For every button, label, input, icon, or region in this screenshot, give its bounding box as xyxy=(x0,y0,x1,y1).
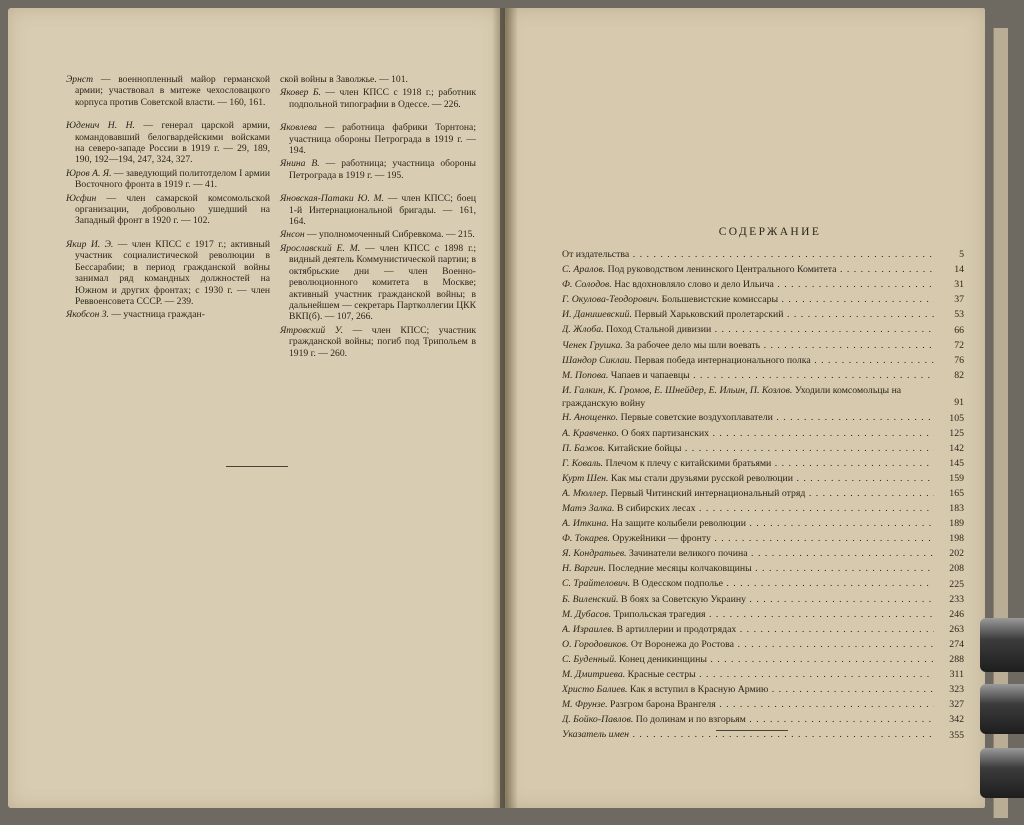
index-entry-text: — заведующий политотделом I армии Восточного фронта в 1919 г. — 41. xyxy=(75,167,271,191)
toc-author: Шандор Сиклаи. xyxy=(562,354,633,366)
toc-entry-text xyxy=(562,577,934,590)
toc-author: Ченек Грушка. xyxy=(562,339,623,351)
toc-title-text: Первые советские воздухоплаватели xyxy=(618,412,773,424)
toc-page-number: 5 xyxy=(959,249,964,261)
toc-entry-text xyxy=(562,411,934,424)
toc-page-number: 198 xyxy=(949,533,964,545)
toc-author: Ф. Токарев. xyxy=(562,533,610,545)
index-entry-name: Яновская-Патаки Ю. М. xyxy=(280,193,385,205)
index-entry-name: Юров А. Я. xyxy=(66,167,112,179)
toc-entry-text xyxy=(562,384,934,410)
toc-page-number: 105 xyxy=(949,412,964,424)
toc-author: Матэ Залка. xyxy=(562,503,615,514)
index-entry-name: Эрнст xyxy=(66,74,94,85)
toc-author: А. Иткина. xyxy=(562,518,609,530)
toc-author: Курт Шен. xyxy=(562,472,609,484)
toc-entry xyxy=(562,547,970,562)
toc-author: И. Данишевский. xyxy=(562,309,632,321)
toc-entry-text xyxy=(562,457,934,470)
toc-author: Б. Виленский. xyxy=(562,593,619,605)
toc-page-number: 82 xyxy=(954,369,964,381)
toc-entry xyxy=(562,263,970,278)
toc-entry xyxy=(562,278,970,293)
toc-title-text: Красные сестры xyxy=(625,669,696,681)
toc-title-text: Конец деникинщины xyxy=(616,653,707,665)
index-entry-text: — военнопленный майор германской армии; участвовал в митеже чехословацкого корпуса против Советской власти. — 160, 161. xyxy=(75,74,270,108)
index-entry-text: — член самарской комсомольской организации, добровольно ушедший на Западный фронт в 1920 г. — 102. xyxy=(75,192,270,227)
toc-author: П. Бажов. xyxy=(562,442,606,454)
index-entry-text: — член КПСС с 1898 г.; видный деятель Коммунистической партии; в октябрьские дни — член Военно-революционного комитета в Москве; активный участник гражданской войны; в дальнейшем — секретарь Партколлегии ЦКК ВКП(б). — 107, 266. xyxy=(289,242,476,323)
toc-entry-text xyxy=(562,593,934,606)
toc-page-number: 165 xyxy=(949,488,964,499)
toc-author: Д. Жлоба. xyxy=(562,324,604,336)
toc-title-text: Первый Харьковский пролетарский xyxy=(631,309,784,321)
toc-author: Д. Бойко-Павлов. xyxy=(562,714,634,726)
toc-entry-text xyxy=(562,547,934,560)
toc-page-number: 342 xyxy=(949,714,964,726)
toc-author: С. Трайтелович. xyxy=(562,578,631,590)
toc-author: М. Фрунзе. xyxy=(562,699,608,711)
toc-entry xyxy=(562,384,970,412)
toc-page-number: 246 xyxy=(949,608,964,620)
toc-entry xyxy=(562,442,970,457)
index-entry xyxy=(280,193,476,227)
toc-entry-text xyxy=(562,278,934,291)
toc-entry-text xyxy=(562,517,934,530)
toc-entry-text xyxy=(562,369,934,382)
book-spread xyxy=(8,8,1012,820)
toc-author: М. Попова. xyxy=(562,369,609,381)
index-entry xyxy=(66,239,270,307)
toc-title-text: Чапаев и чапаевцы xyxy=(608,369,690,381)
toc-author: И. Галкин, К. Громов, Е. Шнейдер, Е. Ильин, П. Козлов. xyxy=(562,384,793,396)
index-entry xyxy=(66,74,270,108)
toc-entry-text xyxy=(562,668,934,681)
toc-page-number: 355 xyxy=(949,729,964,741)
toc-entry xyxy=(562,502,970,517)
toc-page-number: 145 xyxy=(949,457,964,469)
toc-title-text: В Одесском подполье xyxy=(630,578,723,590)
index-entry-name: Юсфин xyxy=(66,192,97,204)
toc-entry-text xyxy=(562,713,934,726)
toc-entry xyxy=(562,339,970,354)
toc-author: Г. Окулова-Теодорович. xyxy=(562,294,660,306)
toc-page-number: 183 xyxy=(949,503,964,515)
index-entry xyxy=(280,243,476,323)
index-entry-text: — член КПСС; боец 1-й Интернациональной бригады. — 161, 164. xyxy=(289,193,476,228)
index-entry-text: — член КПСС с 1917 г.; активный участник социалистической революции в Бессарабии; в период гражданской войны занимал ряд командных должностей на Южном и других фронтах; с 1930 г. — член Реввоенсовета СССР. — 239. xyxy=(75,238,270,307)
toc-title-text: Трипольская трагедия xyxy=(611,608,706,620)
toc-entry xyxy=(562,593,970,608)
toc-page-number: 53 xyxy=(954,309,964,321)
toc-entry xyxy=(562,638,970,653)
toc-title-text: Поход Стальной дивизии xyxy=(603,324,712,336)
index-entry-name: Янсон xyxy=(280,229,305,241)
index-entry-name: Яковлева xyxy=(280,122,317,134)
toc-title-text: В сибирских лесах xyxy=(614,503,696,514)
toc-entry xyxy=(562,354,970,369)
index-entry-text: — участница граждан- xyxy=(108,309,205,321)
toc-author: А. Мюллер. xyxy=(562,487,609,499)
toc-title-text: По долинам и по взгорьям xyxy=(633,714,746,726)
toc-page-number: 91 xyxy=(954,397,964,409)
toc-page-number: 37 xyxy=(954,294,964,306)
toc-title-text: О боях партизанских xyxy=(618,427,710,439)
toc-entry-text xyxy=(562,442,934,455)
toc-entry-text xyxy=(562,502,934,515)
toc-entry xyxy=(562,487,970,502)
toc-page-number: 288 xyxy=(949,654,964,666)
toc-entry xyxy=(562,517,970,532)
toc-entry-text xyxy=(562,293,934,306)
toc-title-text: За рабочее дело мы шли воевать xyxy=(622,339,761,351)
toc-entry xyxy=(562,623,970,638)
toc-page-number: 208 xyxy=(949,563,964,575)
toc-entry xyxy=(562,653,970,668)
toc-page-number: 66 xyxy=(954,324,964,336)
table-of-contents xyxy=(562,248,970,744)
toc-entry-text xyxy=(562,683,934,696)
toc-title-text: На защите колыбели революции xyxy=(608,518,746,530)
toc-entry-text xyxy=(562,354,934,367)
toc-entry-text xyxy=(562,308,934,321)
toc-title-text: Разгром барона Врангеля xyxy=(607,699,716,711)
binder-clip xyxy=(980,748,1024,798)
toc-title-text: Уходили комсомольцы на гражданскую войну xyxy=(562,384,902,409)
toc-entry xyxy=(562,698,970,713)
toc-entry xyxy=(562,293,970,308)
toc-title-text: Оружейники — фронту xyxy=(609,533,711,545)
toc-page-number: 31 xyxy=(954,279,964,291)
toc-page-number: 202 xyxy=(949,548,964,560)
toc-entry xyxy=(562,532,970,547)
toc-entry-text xyxy=(562,487,934,500)
index-entry-name: Якобсон З. xyxy=(66,309,109,321)
toc-author: О. Городовиков. xyxy=(562,638,629,650)
toc-entry xyxy=(562,323,970,338)
toc-author: А. Израилев. xyxy=(562,623,615,635)
toc-entry-text xyxy=(562,532,934,545)
index-entry-text: — член КПСС; участник гражданской войны; погиб под Трипольем в 1919 г. — 260. xyxy=(289,324,476,359)
toc-entry xyxy=(562,713,970,728)
index-entry-text: — член КПСС с 1918 г.; работник подпольной типографии в Одессе. — 226. xyxy=(289,87,476,110)
toc-entry xyxy=(562,683,970,698)
toc-entry-text xyxy=(562,323,934,336)
toc-entry xyxy=(562,411,970,426)
index-entry xyxy=(280,158,476,181)
index-entry-name: Яковер Б. xyxy=(280,87,321,99)
toc-title-text: Китайские бойцы xyxy=(605,442,682,454)
toc-author: Ф. Солодов. xyxy=(562,279,612,291)
toc-entry xyxy=(562,608,970,623)
toc-title-text: В боях за Советскую Украину xyxy=(618,593,746,605)
toc-page-number: 225 xyxy=(949,578,964,590)
toc-author: Н. Анощенко. xyxy=(562,412,619,424)
index-entry-text: — работница фабрики Торнтона; участница обороны Петрограда в 1919 г. — 194. xyxy=(289,122,476,157)
toc-entry-text xyxy=(562,562,934,575)
toc-author: Указатель имен xyxy=(562,729,630,741)
toc-entry xyxy=(562,427,970,442)
toc-title-text: Нас вдохновляло слово и дело Ильича xyxy=(611,279,774,291)
toc-page-number: 327 xyxy=(949,699,964,711)
toc-author: Я. Кондратьев. xyxy=(562,548,627,560)
toc-title-text: Большевистские комиссары xyxy=(659,294,779,306)
left-page xyxy=(8,8,500,808)
toc-entry-text xyxy=(562,623,934,636)
toc-entry xyxy=(562,668,970,683)
divider-line xyxy=(226,466,288,467)
toc-author: А. Кравченко. xyxy=(562,427,619,439)
toc-title-text: Как я вступил в Красную Армию xyxy=(627,684,769,696)
toc-page-number: 76 xyxy=(954,354,964,366)
index-entry xyxy=(280,229,476,240)
index-entry xyxy=(280,87,476,110)
toc-entry-text xyxy=(562,608,934,621)
toc-title-text: От издательства xyxy=(562,249,630,260)
toc-entry-text xyxy=(562,339,934,352)
toc-entry-text xyxy=(562,427,934,440)
index-column-1 xyxy=(66,74,270,333)
toc-entry-text xyxy=(562,472,934,485)
toc-entry-text xyxy=(562,638,934,651)
toc-page-number: 125 xyxy=(949,427,964,439)
index-entry-text: — генерал царской армии, командовавший белогвардейскими войсками на северо-западе России в 1919 г. — 29, 189, 190, 192—194, 247, 324, 327. xyxy=(75,120,271,166)
toc-page-number: 189 xyxy=(949,518,964,530)
toc-title-text: От Воронежа до Ростова xyxy=(628,638,734,650)
toc-entry xyxy=(562,369,970,384)
toc-title-text: Плечом к плечу с китайскими братьями xyxy=(603,457,772,469)
toc-page-number: 274 xyxy=(949,638,964,650)
toc-page-number: 142 xyxy=(949,442,964,454)
index-entry-name: Якир И. Э. xyxy=(66,238,114,250)
toc-page-number: 159 xyxy=(949,472,964,484)
toc-entry-text xyxy=(562,248,934,261)
toc-title-text: Первый Читинский интернациональный отряд xyxy=(608,487,806,499)
toc-author: Христо Балиев. xyxy=(562,684,628,696)
index-entry-name: Ятровский У. xyxy=(280,324,344,336)
toc-entry-text xyxy=(562,263,934,276)
toc-entry-text xyxy=(562,698,934,711)
binder-clip xyxy=(980,684,1024,734)
index-entry xyxy=(280,325,476,359)
toc-entry xyxy=(562,577,970,592)
divider-line xyxy=(716,730,788,731)
index-entry-text: ской войны в Заволжье. — 101. xyxy=(280,74,408,85)
toc-title-text: Первая победа интернационального полка xyxy=(632,354,811,366)
index-column-2 xyxy=(280,74,476,371)
toc-author: М. Дмитриева. xyxy=(562,669,626,681)
toc-title-text: Под руководством ленинского Центрального Комитета xyxy=(605,264,837,276)
index-entry xyxy=(66,309,270,320)
toc-page-number: 263 xyxy=(949,623,964,635)
toc-entry-text xyxy=(562,653,934,666)
toc-author: М. Дубасов. xyxy=(562,608,612,620)
toc-title-text: Последние месяцы колчаковщины xyxy=(605,563,752,575)
toc-page-number: 323 xyxy=(949,684,964,696)
toc-author: Г. Коваль. xyxy=(562,457,604,469)
toc-author: Н. Варгин. xyxy=(562,563,606,575)
toc-title-text: Зачинатели великого почина xyxy=(626,548,748,560)
index-entry xyxy=(280,122,476,156)
index-entry-text: — работница; участница обороны Петрограда в 1919 г. — 195. xyxy=(289,158,476,181)
index-entry-name: Юденич Н. Н. xyxy=(66,120,135,132)
index-entry xyxy=(280,74,476,85)
toc-entry xyxy=(562,562,970,577)
index-entry xyxy=(66,168,270,191)
toc-entry xyxy=(562,248,970,263)
toc-entry xyxy=(562,472,970,487)
index-entry xyxy=(66,120,270,166)
binder-clip xyxy=(980,618,1024,672)
toc-author: С. Буденный. xyxy=(562,653,617,665)
toc-title-text: В артиллерии и продотрядах xyxy=(614,623,737,635)
toc-page-number: 14 xyxy=(954,264,964,276)
toc-page-number: 311 xyxy=(949,669,964,681)
index-entry-name: Ярославский Е. М. xyxy=(280,242,361,254)
toc-entry xyxy=(562,457,970,472)
toc-page-number: 72 xyxy=(954,339,964,351)
toc-entry xyxy=(562,308,970,323)
index-entry-text: — уполномоченный Сибревкома. — 215. xyxy=(304,229,475,241)
index-entry xyxy=(66,193,270,227)
toc-page-number: 233 xyxy=(949,593,964,605)
toc-title: СОДЕРЖАНИЕ xyxy=(718,226,822,238)
index-entry-name: Янина В. xyxy=(280,158,320,170)
toc-title-text: Как мы стали друзьями русской революции xyxy=(608,472,794,484)
toc-author: С. Аралов. xyxy=(562,264,606,276)
